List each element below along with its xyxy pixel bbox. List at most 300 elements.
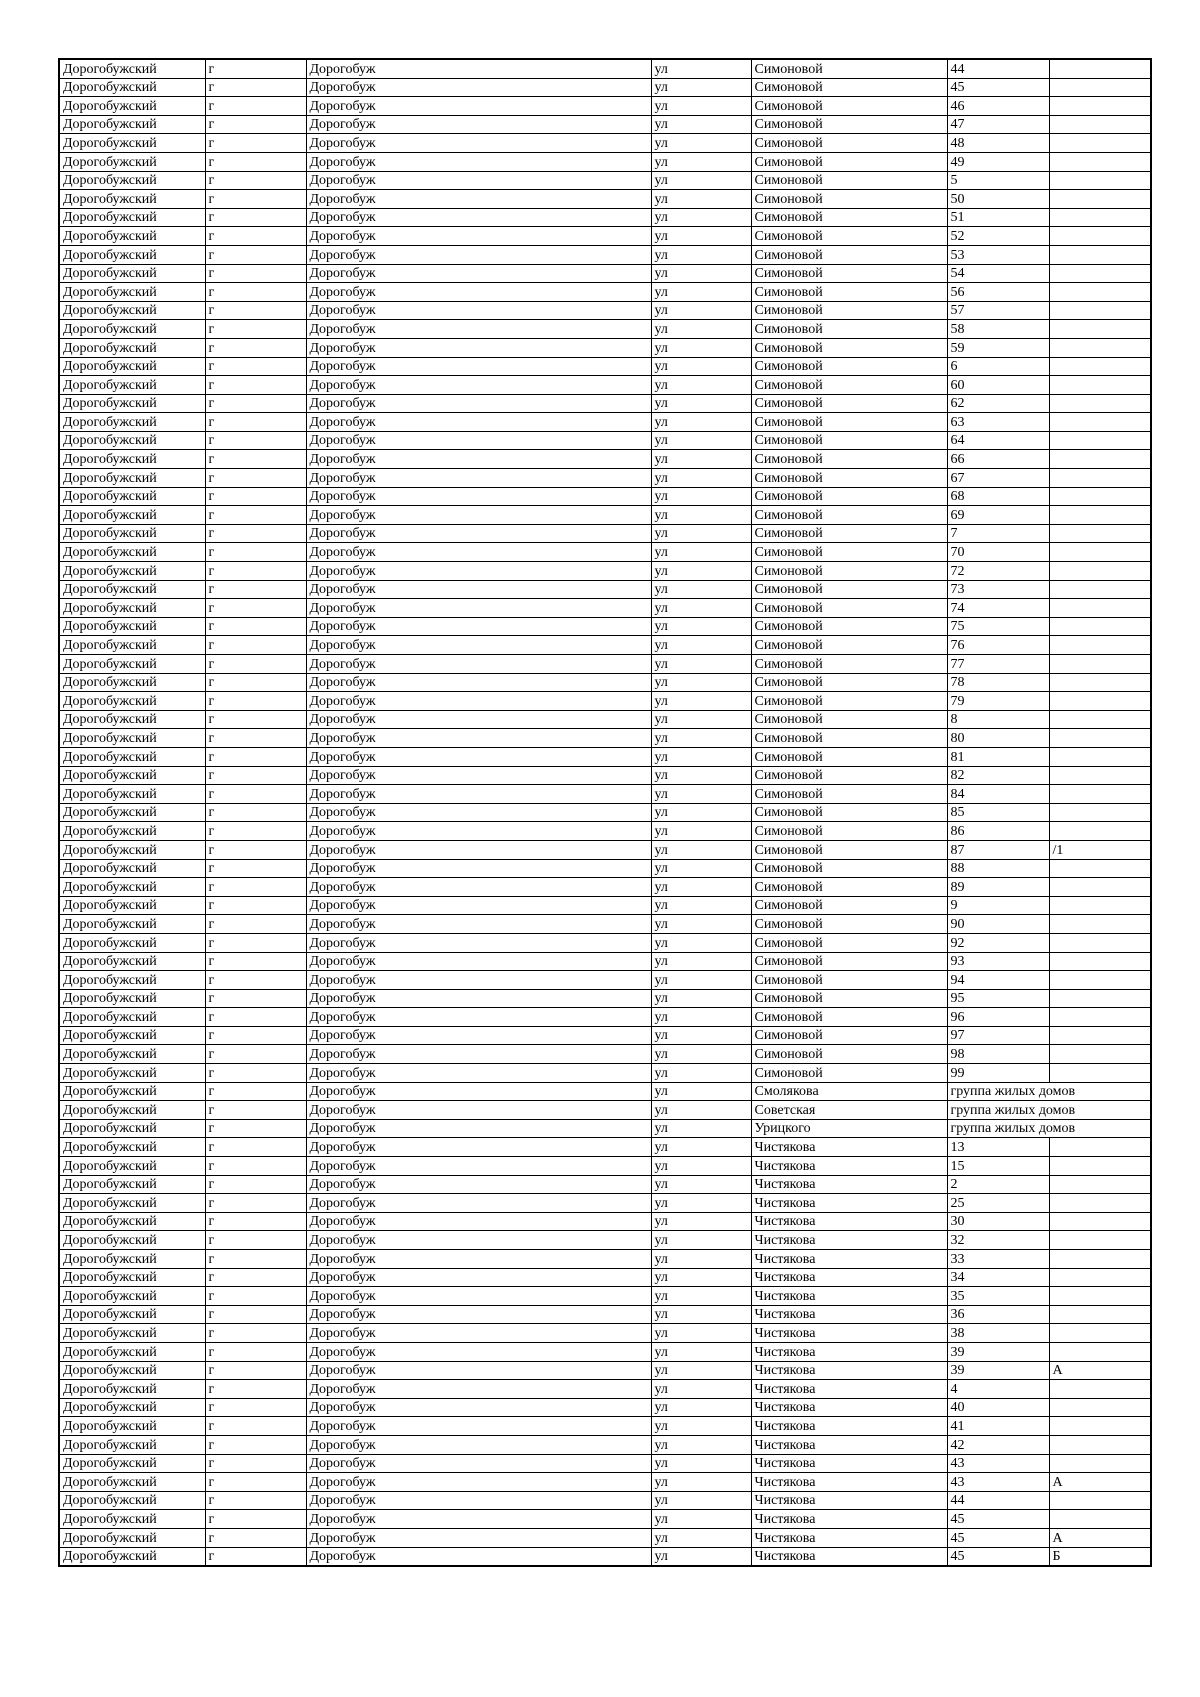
street-cell: Чистякова [751,1361,947,1380]
street-type-cell: ул [651,580,751,599]
street-cell: Симоновой [751,320,947,339]
settlement-type-cell: г [205,1305,306,1324]
house-cell: 93 [947,952,1049,971]
street-cell: Симоновой [751,617,947,636]
house-cell: 50 [947,190,1049,209]
building-cell [1049,655,1151,674]
street-type-cell: ул [651,543,751,562]
settlement-type-cell: г [205,989,306,1008]
building-cell [1049,264,1151,283]
house-cell: 76 [947,636,1049,655]
street-cell: Симоновой [751,580,947,599]
building-cell [1049,1064,1151,1083]
street-cell: Симоновой [751,822,947,841]
table-row [59,989,1151,1008]
street-type-cell: ул [651,971,751,990]
settlement-cell: Дорогобуж [306,1101,651,1120]
building-cell [1049,1491,1151,1510]
table-row [59,283,1151,302]
house-cell: 54 [947,264,1049,283]
street-cell: Чистякова [751,1175,947,1194]
district-cell: Дорогобужский [59,320,205,339]
street-type-cell: ул [651,1342,751,1361]
house-cell: 89 [947,878,1049,897]
street-type-cell: ул [651,766,751,785]
street-cell: Чистякова [751,1157,947,1176]
street-cell: Симоновой [751,1008,947,1027]
building-cell [1049,78,1151,97]
house-cell: 2 [947,1175,1049,1194]
table-row [59,1026,1151,1045]
street-cell: Симоновой [751,469,947,488]
district-cell: Дорогобужский [59,431,205,450]
district-cell: Дорогобужский [59,450,205,469]
street-cell: Симоновой [751,208,947,227]
district-cell: Дорогобужский [59,1361,205,1380]
building-cell [1049,822,1151,841]
district-cell: Дорогобужский [59,376,205,395]
house-cell: 7 [947,524,1049,543]
table-row [59,115,1151,134]
table-row [59,450,1151,469]
settlement-cell: Дорогобуж [306,747,651,766]
house-cell: 53 [947,245,1049,264]
table-row [59,1101,1151,1120]
building-cell [1049,245,1151,264]
address-table-body [59,59,1151,1566]
district-cell: Дорогобужский [59,469,205,488]
street-type-cell: ул [651,729,751,748]
settlement-type-cell: г [205,264,306,283]
table-row [59,803,1151,822]
district-cell: Дорогобужский [59,971,205,990]
settlement-type-cell: г [205,97,306,116]
street-cell: Симоновой [751,896,947,915]
table-row [59,1417,1151,1436]
settlement-type-cell: г [205,822,306,841]
street-cell: Чистякова [751,1212,947,1231]
settlement-type-cell: г [205,952,306,971]
street-cell: Симоновой [751,747,947,766]
street-cell: Чистякова [751,1305,947,1324]
settlement-type-cell: г [205,1008,306,1027]
settlement-type-cell: г [205,376,306,395]
street-cell: Чистякова [751,1138,947,1157]
street-cell: Чистякова [751,1324,947,1343]
building-cell [1049,1250,1151,1269]
settlement-type-cell: г [205,1212,306,1231]
district-cell: Дорогобужский [59,59,205,78]
table-row [59,580,1151,599]
district-cell: Дорогобужский [59,524,205,543]
table-row [59,357,1151,376]
settlement-cell: Дорогобуж [306,506,651,525]
building-cell [1049,859,1151,878]
street-type-cell: ул [651,673,751,692]
street-cell: Чистякова [751,1435,947,1454]
district-cell: Дорогобужский [59,859,205,878]
street-cell: Чистякова [751,1398,947,1417]
house-cell: 80 [947,729,1049,748]
building-cell [1049,320,1151,339]
settlement-cell: Дорогобуж [306,729,651,748]
building-cell [1049,1435,1151,1454]
street-type-cell: ул [651,338,751,357]
table-row [59,1138,1151,1157]
street-cell: Симоновой [751,59,947,78]
settlement-cell: Дорогобуж [306,915,651,934]
house-cell: 58 [947,320,1049,339]
district-cell: Дорогобужский [59,655,205,674]
street-cell: Симоновой [751,78,947,97]
district-cell: Дорогобужский [59,78,205,97]
settlement-cell: Дорогобуж [306,636,651,655]
street-cell: Симоновой [751,989,947,1008]
district-cell: Дорогобужский [59,1380,205,1399]
settlement-type-cell: г [205,747,306,766]
settlement-cell: Дорогобуж [306,1064,651,1083]
table-row [59,1324,1151,1343]
district-cell: Дорогобужский [59,1231,205,1250]
house-cell: группа жилых домов [947,1101,1151,1120]
settlement-cell: Дорогобуж [306,1398,651,1417]
street-type-cell: ул [651,562,751,581]
settlement-type-cell: г [205,896,306,915]
settlement-cell: Дорогобуж [306,115,651,134]
settlement-cell: Дорогобуж [306,134,651,153]
settlement-type-cell: г [205,710,306,729]
settlement-type-cell: г [205,543,306,562]
house-cell: 63 [947,413,1049,432]
settlement-cell: Дорогобуж [306,1119,651,1138]
house-cell: 36 [947,1305,1049,1324]
house-cell: 88 [947,859,1049,878]
settlement-cell: Дорогобуж [306,301,651,320]
settlement-cell: Дорогобуж [306,78,651,97]
settlement-cell: Дорогобуж [306,97,651,116]
street-type-cell: ул [651,152,751,171]
building-cell [1049,989,1151,1008]
settlement-type-cell: г [205,1380,306,1399]
building-cell [1049,1417,1151,1436]
table-row [59,636,1151,655]
settlement-type-cell: г [205,190,306,209]
settlement-cell: Дорогобуж [306,1473,651,1492]
building-cell [1049,1454,1151,1473]
settlement-type-cell: г [205,1528,306,1547]
district-cell: Дорогобужский [59,171,205,190]
settlement-type-cell: г [205,840,306,859]
settlement-type-cell: г [205,1026,306,1045]
street-type-cell: ул [651,952,751,971]
table-row [59,264,1151,283]
street-type-cell: ул [651,1268,751,1287]
building-cell [1049,729,1151,748]
district-cell: Дорогобужский [59,1101,205,1120]
street-type-cell: ул [651,1473,751,1492]
table-row [59,729,1151,748]
settlement-type-cell: г [205,859,306,878]
street-cell: Симоновой [751,245,947,264]
settlement-cell: Дорогобуж [306,822,651,841]
building-cell [1049,1231,1151,1250]
street-cell: Симоновой [751,227,947,246]
house-cell: 79 [947,692,1049,711]
building-cell [1049,580,1151,599]
settlement-cell: Дорогобуж [306,227,651,246]
house-cell: 43 [947,1473,1049,1492]
street-cell: Симоновой [751,190,947,209]
table-row [59,1510,1151,1529]
settlement-cell: Дорогобуж [306,1380,651,1399]
settlement-type-cell: г [205,320,306,339]
street-type-cell: ул [651,710,751,729]
building-cell [1049,152,1151,171]
street-type-cell: ул [651,524,751,543]
street-type-cell: ул [651,190,751,209]
building-cell [1049,896,1151,915]
district-cell: Дорогобужский [59,506,205,525]
district-cell: Дорогобужский [59,952,205,971]
table-row [59,822,1151,841]
street-type-cell: ул [651,617,751,636]
table-row [59,766,1151,785]
settlement-cell: Дорогобуж [306,710,651,729]
house-cell: 42 [947,1435,1049,1454]
settlement-cell: Дорогобуж [306,1231,651,1250]
settlement-type-cell: г [205,785,306,804]
street-cell: Симоновой [751,878,947,897]
street-type-cell: ул [651,469,751,488]
table-row [59,1082,1151,1101]
table-row [59,673,1151,692]
street-type-cell: ул [651,134,751,153]
settlement-cell: Дорогобуж [306,599,651,618]
building-cell [1049,1045,1151,1064]
settlement-type-cell: г [205,562,306,581]
settlement-type-cell: г [205,469,306,488]
district-cell: Дорогобужский [59,636,205,655]
building-cell [1049,766,1151,785]
building-cell [1049,636,1151,655]
table-row [59,1454,1151,1473]
district-cell: Дорогобужский [59,933,205,952]
house-cell: 8 [947,710,1049,729]
settlement-cell: Дорогобуж [306,1268,651,1287]
district-cell: Дорогобужский [59,766,205,785]
house-cell: 81 [947,747,1049,766]
house-cell: 47 [947,115,1049,134]
district-cell: Дорогобужский [59,357,205,376]
settlement-type-cell: г [205,673,306,692]
settlement-type-cell: г [205,134,306,153]
building-cell [1049,599,1151,618]
street-cell: Чистякова [751,1231,947,1250]
district-cell: Дорогобужский [59,97,205,116]
settlement-type-cell: г [205,1194,306,1213]
district-cell: Дорогобужский [59,729,205,748]
street-type-cell: ул [651,803,751,822]
street-type-cell: ул [651,747,751,766]
house-cell: 6 [947,357,1049,376]
street-cell: Симоновой [751,1064,947,1083]
street-type-cell: ул [651,636,751,655]
district-cell: Дорогобужский [59,227,205,246]
house-cell: 40 [947,1398,1049,1417]
district-cell: Дорогобужский [59,1398,205,1417]
settlement-cell: Дорогобуж [306,1250,651,1269]
building-cell [1049,785,1151,804]
street-cell: Симоновой [751,952,947,971]
street-type-cell: ул [651,1361,751,1380]
street-type-cell: ул [651,692,751,711]
table-row [59,952,1151,971]
street-cell: Симоновой [751,971,947,990]
table-row [59,859,1151,878]
street-type-cell: ул [651,487,751,506]
settlement-cell: Дорогобуж [306,785,651,804]
settlement-type-cell: г [205,524,306,543]
house-cell: 39 [947,1342,1049,1361]
district-cell: Дорогобужский [59,599,205,618]
building-cell [1049,1510,1151,1529]
district-cell: Дорогобужский [59,785,205,804]
house-cell: 64 [947,431,1049,450]
district-cell: Дорогобужский [59,1417,205,1436]
street-type-cell: ул [651,1287,751,1306]
settlement-type-cell: г [205,971,306,990]
street-cell: Симоновой [751,840,947,859]
street-type-cell: ул [651,1305,751,1324]
street-type-cell: ул [651,1026,751,1045]
district-cell: Дорогобужский [59,394,205,413]
settlement-cell: Дорогобуж [306,1342,651,1361]
settlement-cell: Дорогобуж [306,283,651,302]
building-cell [1049,878,1151,897]
house-cell: 72 [947,562,1049,581]
settlement-cell: Дорогобуж [306,171,651,190]
building-cell [1049,524,1151,543]
street-type-cell: ул [651,1045,751,1064]
table-row [59,1212,1151,1231]
settlement-cell: Дорогобуж [306,59,651,78]
settlement-cell: Дорогобуж [306,1324,651,1343]
building-cell [1049,1157,1151,1176]
district-cell: Дорогобужский [59,692,205,711]
settlement-type-cell: г [205,729,306,748]
settlement-cell: Дорогобуж [306,989,651,1008]
street-type-cell: ул [651,1157,751,1176]
district-cell: Дорогобужский [59,1342,205,1361]
settlement-cell: Дорогобуж [306,1045,651,1064]
table-row [59,915,1151,934]
street-cell: Симоновой [751,710,947,729]
house-cell: 32 [947,1231,1049,1250]
settlement-cell: Дорогобуж [306,1435,651,1454]
table-row [59,190,1151,209]
house-cell: 4 [947,1380,1049,1399]
street-cell: Симоновой [751,152,947,171]
house-cell: 56 [947,283,1049,302]
street-type-cell: ул [651,1194,751,1213]
settlement-cell: Дорогобуж [306,692,651,711]
settlement-cell: Дорогобуж [306,1528,651,1547]
street-type-cell: ул [651,431,751,450]
building-cell [1049,1212,1151,1231]
street-type-cell: ул [651,450,751,469]
settlement-cell: Дорогобуж [306,1175,651,1194]
district-cell: Дорогобужский [59,617,205,636]
settlement-type-cell: г [205,1138,306,1157]
street-cell: Чистякова [751,1342,947,1361]
settlement-type-cell: г [205,1250,306,1269]
street-cell: Симоновой [751,506,947,525]
street-type-cell: ул [651,264,751,283]
table-row [59,599,1151,618]
table-row [59,1435,1151,1454]
street-type-cell: ул [651,59,751,78]
district-cell: Дорогобужский [59,1119,205,1138]
building-cell [1049,1194,1151,1213]
building-cell [1049,1380,1151,1399]
district-cell: Дорогобужский [59,1175,205,1194]
street-cell: Симоновой [751,264,947,283]
settlement-cell: Дорогобуж [306,245,651,264]
street-type-cell: ул [651,301,751,320]
settlement-cell: Дорогобуж [306,524,651,543]
building-cell [1049,1324,1151,1343]
district-cell: Дорогобужский [59,1287,205,1306]
table-row [59,469,1151,488]
house-cell: 43 [947,1454,1049,1473]
building-cell [1049,338,1151,357]
street-cell: Симоновой [751,543,947,562]
house-cell: 35 [947,1287,1049,1306]
district-cell: Дорогобужский [59,208,205,227]
table-row [59,1398,1151,1417]
building-cell [1049,283,1151,302]
street-cell: Симоновой [751,915,947,934]
settlement-cell: Дорогобуж [306,580,651,599]
table-row [59,394,1151,413]
table-row [59,1045,1151,1064]
house-cell: 33 [947,1250,1049,1269]
table-row [59,227,1151,246]
street-type-cell: ул [651,357,751,376]
building-cell [1049,971,1151,990]
district-cell: Дорогобужский [59,1008,205,1027]
settlement-type-cell: г [205,1491,306,1510]
building-cell [1049,1175,1151,1194]
table-row [59,171,1151,190]
street-type-cell: ул [651,1119,751,1138]
settlement-type-cell: г [205,1119,306,1138]
street-cell: Симоновой [751,431,947,450]
street-type-cell: ул [651,1231,751,1250]
settlement-type-cell: г [205,1510,306,1529]
house-cell: 25 [947,1194,1049,1213]
street-cell: Симоновой [751,562,947,581]
house-cell: 74 [947,599,1049,618]
district-cell: Дорогобужский [59,1305,205,1324]
district-cell: Дорогобужский [59,1491,205,1510]
district-cell: Дорогобужский [59,840,205,859]
building-cell [1049,431,1151,450]
table-row [59,710,1151,729]
table-row [59,785,1151,804]
settlement-cell: Дорогобуж [306,394,651,413]
settlement-cell: Дорогобуж [306,543,651,562]
